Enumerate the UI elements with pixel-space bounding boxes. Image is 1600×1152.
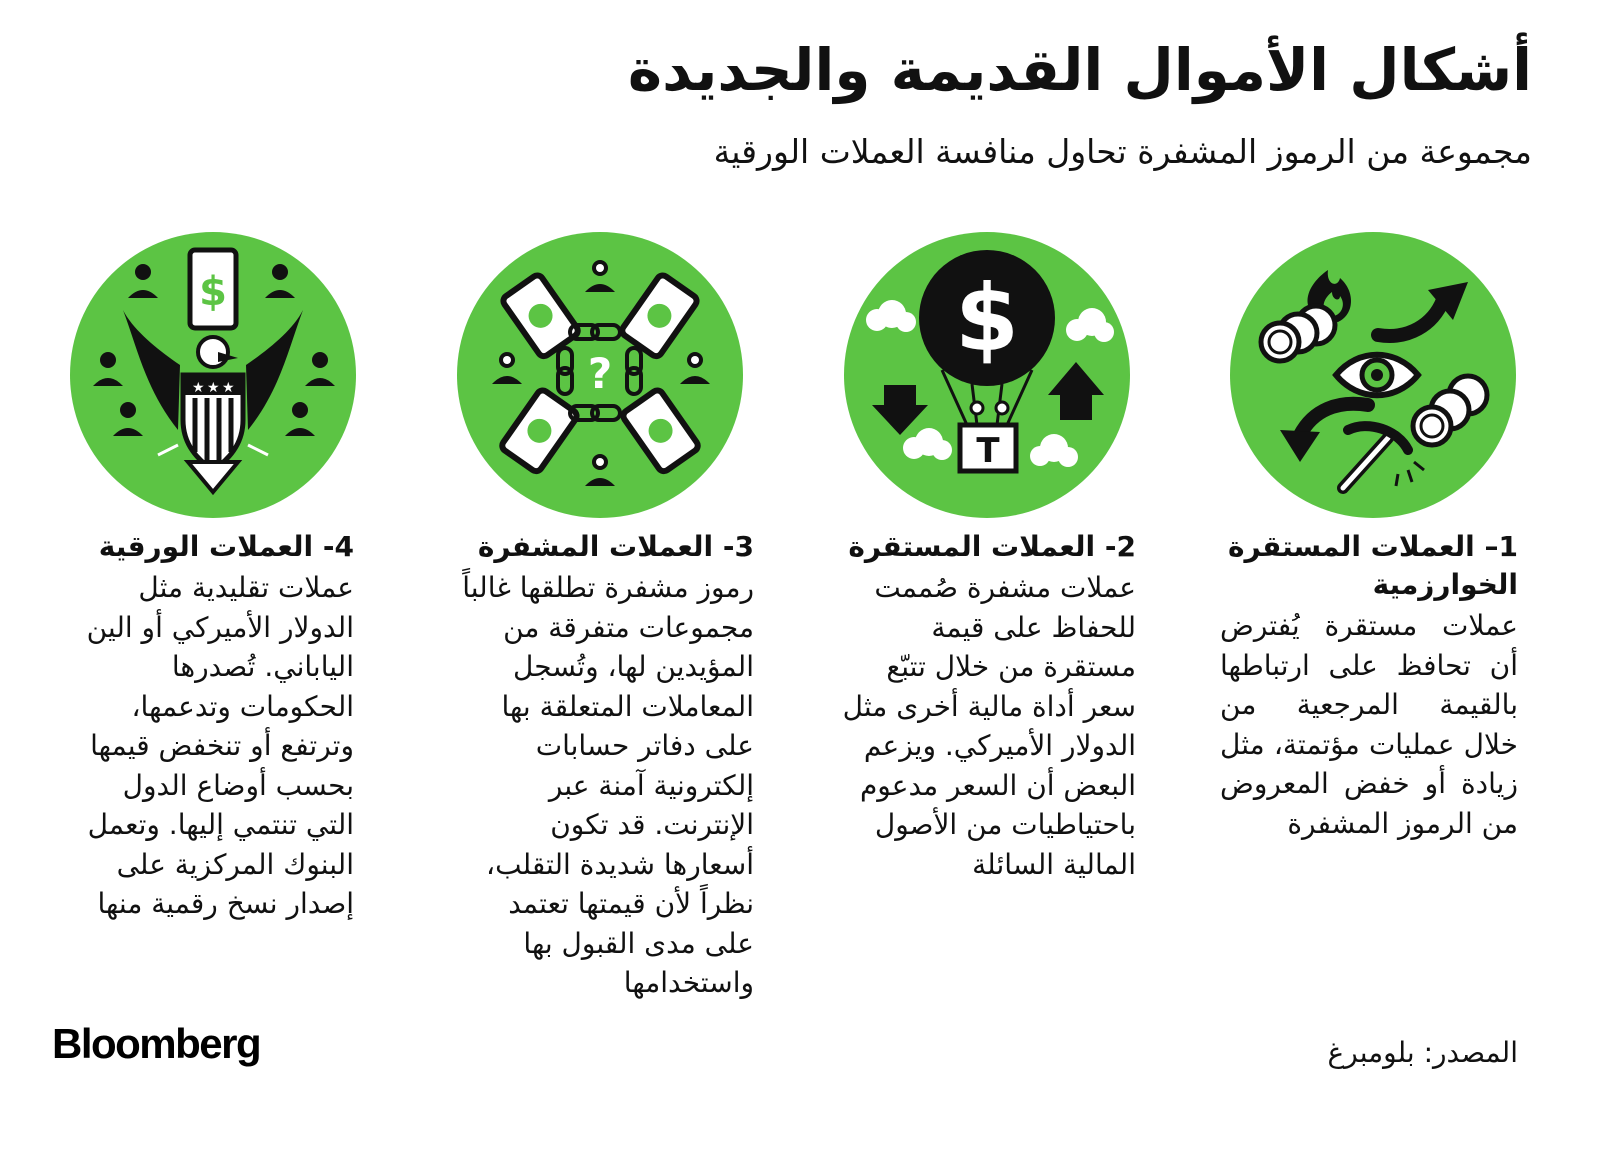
column-body: عملات تقليدية مثل الدولار الأميركي أو الين الياباني. تُصدرها الحكومات وتدعمها، وترتفع أو تنخفض قيمها بحسب أوضاع الدول التي تنتمي إليها. وتعمل البنوك المركزية على إصدار نسخ رقمية منها xyxy=(86,571,354,920)
column-fiat-currencies xyxy=(76,528,354,924)
column-body: عملات مشفرة صُممت للحفاظ على قيمة مستقرة من خلال تتبّع سعر أداة مالية أخرى مثل الدولار الأميركي. ويزعم البعض أن السعر مدعوم باحتياطيات من الأصول المالية السائلة xyxy=(842,571,1136,881)
column-body: عملات مستقرة يُفترض أن تحافظ على ارتباطها بالقيمة المرجعية من خلال عمليات مؤتمتة، مثل زيادة أو خفض المعروض من الرموز المشفرة xyxy=(1220,609,1518,840)
svg-text:★: ★ xyxy=(192,380,205,396)
column-heading: 4- العملات الورقية xyxy=(98,530,354,563)
svg-text:?: ? xyxy=(587,349,613,398)
column-heading: 2- العملات المستقرة xyxy=(848,530,1136,563)
fiat-eagle-icon xyxy=(68,230,358,520)
column-algorithmic-stablecoins xyxy=(1220,528,1518,843)
bloomberg-logo: Bloomberg xyxy=(52,1020,261,1067)
svg-text:$: $ xyxy=(954,265,1020,372)
column-body: رموز مشفرة تطلقها غالباً مجموعات متفرقة من المؤيدين لها، وتُسجل المعاملات المتعلقة بها على دفاتر حسابات إلكترونية آمنة عبر الإنترنت. قد تكون أسعارها شديدة التقلب، نظراً لأن قيمتها تعتمد على مدى القبول بها واستخدامها xyxy=(462,571,754,999)
algorithmic-stablecoin-icon xyxy=(1228,230,1518,520)
column-heading: 1– العملات المستقرة الخوارزمية xyxy=(1228,530,1518,601)
svg-text:$: $ xyxy=(199,269,227,315)
column-heading: 3- العملات المشفرة xyxy=(477,530,754,563)
svg-text:★: ★ xyxy=(222,380,235,396)
source-note: المصدر: بلومبرغ xyxy=(1327,1036,1518,1069)
page-subtitle: مجموعة من الرموز المشفرة تحاول منافسة العملات الورقية xyxy=(713,132,1532,171)
svg-text:T: T xyxy=(976,431,1000,471)
column-stablecoins xyxy=(838,528,1136,884)
page-title: أشكال الأموال القديمة والجديدة xyxy=(627,36,1532,104)
stablecoin-balloon-icon xyxy=(842,230,1132,520)
column-cryptocurrencies xyxy=(458,528,754,1003)
svg-text:★: ★ xyxy=(207,380,220,396)
crypto-network-icon xyxy=(455,230,745,520)
